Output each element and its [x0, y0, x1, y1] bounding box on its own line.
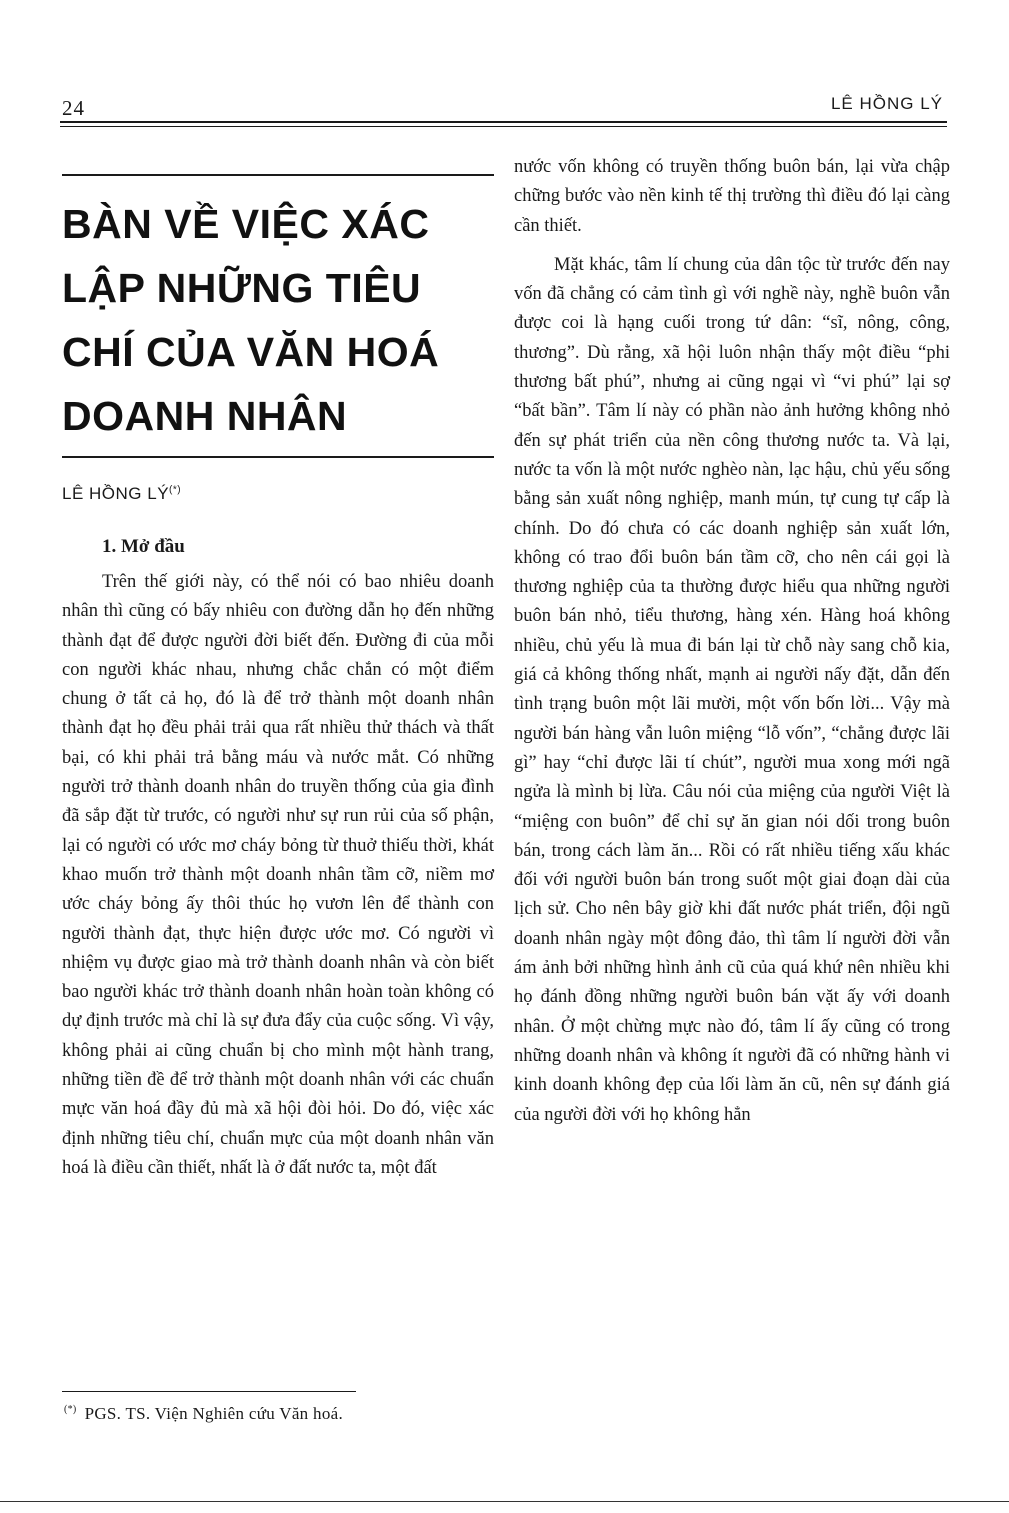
right-column — [514, 153, 950, 1140]
article-title — [62, 192, 494, 448]
page-bottom-rule — [0, 1501, 1009, 1502]
author-footnote-mark: (*) — [169, 484, 182, 496]
body-paragraph: Trên thế giới này, có thể nói có bao nhiêu doanh nhân thì cũng có bấy nhiêu con đường dẫn họ đến những thành đạt để được người đời biết đến. Đường đi của mỗi con người khác nhau, nhưng chắc chắn có một điểm chung ở tất cả họ, đó là để trở thành một doanh nhân thành đạt họ đều phải trải qua rất nhiều thử thách và thất bại, có khi phải trả bằng máu và nước mắt. Có những người trở thành doanh nhân do truyền thống của gia đình đã sắp đặt từ trước, có người như sự run rủi của số phận, lại có người có ước mơ cháy bỏng từ thuở thiếu thời, khát khao muốn trở thành một doanh nhân tầm cỡ, niềm mơ ước cháy bỏng ấy thôi thúc họ vươn lên để thành con người thành đạt, thực hiện được ước mơ. Có người vì nhiệm vụ được giao mà trở thành doanh nhân và còn biết bao người khác trở thành doanh nhân hoàn toàn không có dự định trước mà chỉ là sự đưa đẩy của cuộc sống. Vì vậy, không phải ai cũng chuẩn bị cho mình một hành trang, những tiền đề để trở thành một doanh nhân với các chuẩn mực văn hoá đầy đủ mà xã hội đòi hỏi. Do đó, việc xác định những tiêu chí, chuẩn mực của một doanh nhân văn hoá là điều cần thiết, nhất là ở đất nước ta, một đất — [62, 572, 494, 1178]
footnote-text: PGS. TS. Viện Nghiên cứu Văn hoá. — [84, 1404, 344, 1423]
header-rule — [60, 121, 947, 123]
author-byline — [62, 484, 494, 504]
footnote — [64, 1404, 343, 1424]
body-paragraph: Mặt khác, tâm lí chung của dân tộc từ trước đến nay vốn đã chẳng có cảm tình gì với nghề này, nghề buôn vẫn được coi là hạng cuối trong tứ dân: “sĩ, nông, công, thương”. Dù rằng, xã hội luôn nhận thấy một điều “phi thương bất phú”, nhưng ai cũng ngại vì “vi phú” lại sợ “bất bần”. Tâm lí này có phần nào ảnh hưởng không nhỏ đến sự phát triển của nền công thương nước ta. Và lại, nước ta vốn là một nước nghèo nàn, lạc hậu, chủ yếu sống bằng sản xuất nông nghiệp, manh mún, tự cung tự cấp là chính. Do đó chưa có các doanh nghiệp sản xuất lớn, không có trao đổi buôn bán tầm cỡ, cho nên cái gọi là thương nghiệp của ta thường được hiểu qua những người buôn bán nhỏ, tiểu thương, hàng xén. Hàng hoá không nhiều, chủ yếu là mua đi bán lại từ chỗ này sang chỗ kia, giá cả không thống nhất, mạnh ai người nấy đặt, dẫn đến tình trạng buôn một lãi mười, một vốn bốn lời... Vậy mà người bán hàng vẫn luôn miệng “lỗ vốn”, “chẳng được lãi gì” hay “chỉ được lãi tí chút”, người mua xong mới ngã ngửa là mình bị lừa. Câu nói của miệng của người Việt là “miệng con buôn” để chỉ sự ăn gian nói dối trong buôn bán, trong cách làm ăn... Rồi có rất nhiều tiếng xấu khác đối với người buôn bán trong suốt một giai đoạn dài của lịch sử. Cho nên bây giờ khi đất nước phát triển, đội ngũ doanh nhân ngày một đông đảo, thì tâm lí người đời vẫn ám ảnh bởi những hình ảnh cũ của quá khứ nên nhiều khi họ đánh đồng những người buôn bán vặt ấy với doanh nhân. Ở một chừng mực nào đó, tâm lí ấy cũng có trong những doanh nhân và không ít người đã có những hành vi kinh doanh không đẹp của lối làm ăn cũ, nên sự đánh giá của người đời với họ không hẳn — [514, 254, 950, 1125]
footnote-rule — [62, 1391, 356, 1392]
left-column — [62, 174, 494, 1183]
title-rule-bottom — [62, 456, 494, 458]
title-rule-top — [62, 174, 494, 176]
running-head: LÊ HỒNG LÝ — [830, 94, 943, 113]
title-line: DOANH NHÂN — [62, 393, 348, 439]
title-line: BÀN VỀ VIỆC XÁC — [62, 201, 430, 247]
header-rule-secondary — [60, 126, 947, 127]
author-name: LÊ HỒNG LÝ — [62, 484, 170, 503]
body-paragraph: nước vốn không có truyền thống buôn bán, lại vừa chập chững bước vào nền kinh tế thị trường thì điều đó lại càng cần thiết. — [514, 157, 950, 236]
footnote-mark: (*) — [64, 1404, 77, 1416]
title-line: LẬP NHỮNG TIÊU — [62, 265, 422, 311]
title-line: CHÍ CỦA VĂN HOÁ — [62, 329, 440, 375]
page-number: 24 — [62, 96, 85, 120]
section-heading: 1. Mở đầu — [102, 536, 185, 557]
